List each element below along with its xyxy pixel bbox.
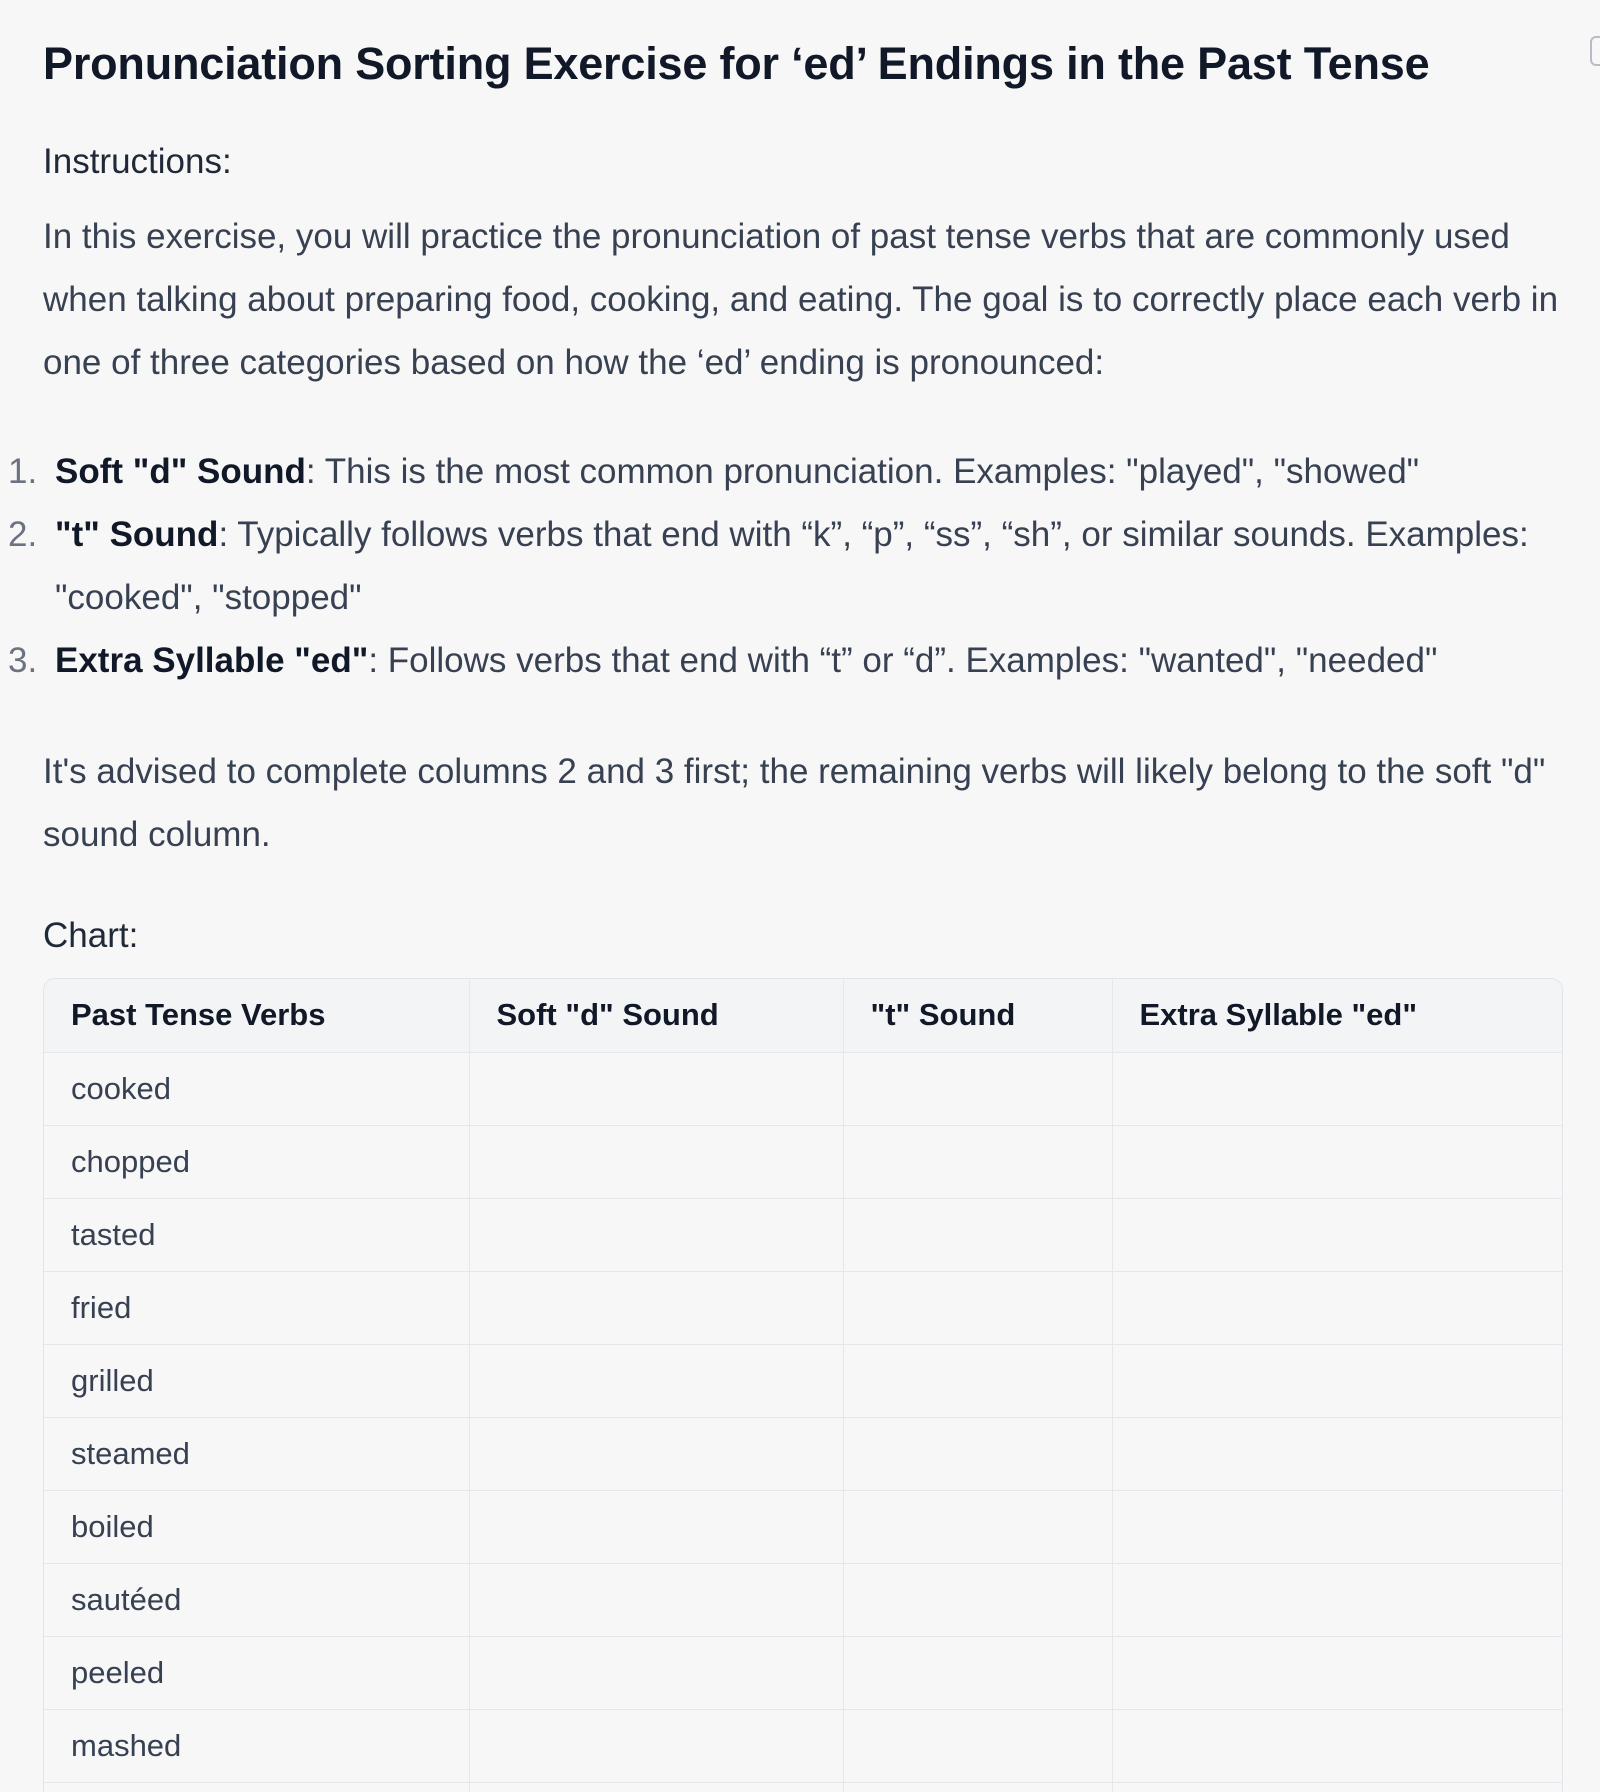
verb-cell: mashed xyxy=(44,1709,469,1782)
table-row xyxy=(44,1709,1563,1782)
category-description: : Follows verbs that end with “t” or “d”. Examples: "wanted", "needed" xyxy=(368,641,1438,680)
verb-cell: sautéed xyxy=(44,1563,469,1636)
category-number: 2. xyxy=(8,515,38,554)
soft-d-cell xyxy=(469,1417,843,1490)
extra-syllable-cell xyxy=(1112,1417,1563,1490)
soft-d-cell xyxy=(469,1125,843,1198)
t-sound-cell xyxy=(843,1125,1112,1198)
t-sound-cell xyxy=(843,1417,1112,1490)
verb-cell: grilled xyxy=(44,1344,469,1417)
extra-syllable-cell xyxy=(1112,1125,1563,1198)
soft-d-cell xyxy=(469,1198,843,1271)
category-number: 1. xyxy=(8,452,38,491)
t-sound-cell xyxy=(843,1052,1112,1125)
category-list xyxy=(0,440,1560,692)
empty-cell xyxy=(1112,1782,1563,1792)
table-row xyxy=(44,1344,1563,1417)
category-term: Soft "d" Sound xyxy=(55,452,306,491)
extra-syllable-cell xyxy=(1112,1709,1563,1782)
category-description: : Typically follows verbs that end with “k”, “p”, “ss”, “sh”, or similar sounds. Examples: "cooked", "stopped" xyxy=(55,515,1529,617)
category-number: 3. xyxy=(8,641,38,680)
copy-icon[interactable] xyxy=(1590,36,1600,66)
table-row xyxy=(44,1563,1563,1636)
category-term: Extra Syllable "ed" xyxy=(55,641,369,680)
soft-d-cell xyxy=(469,1271,843,1344)
soft-d-cell xyxy=(469,1490,843,1563)
table-row xyxy=(44,1052,1563,1125)
verb-cell: steamed xyxy=(44,1417,469,1490)
header-past-tense-verbs: Past Tense Verbs xyxy=(44,979,469,1052)
category-item-extra-syllable xyxy=(0,629,1560,692)
t-sound-cell xyxy=(843,1490,1112,1563)
table-row xyxy=(44,1636,1563,1709)
sorting-table-container xyxy=(43,978,1563,1792)
empty-cell xyxy=(843,1782,1112,1792)
verb-cell: tasted xyxy=(44,1198,469,1271)
table-row xyxy=(44,1198,1563,1271)
verb-cell: fried xyxy=(44,1271,469,1344)
extra-syllable-cell xyxy=(1112,1490,1563,1563)
instructions-label: Instructions: xyxy=(43,142,232,181)
soft-d-cell xyxy=(469,1344,843,1417)
soft-d-cell xyxy=(469,1563,843,1636)
advice-paragraph: It's advised to complete columns 2 and 3 first; the remaining verbs will likely belong to the soft "d" sound column. xyxy=(43,752,1546,854)
header-t-sound: "t" Sound xyxy=(843,979,1112,1052)
verb-cell: cooked xyxy=(44,1052,469,1125)
t-sound-cell xyxy=(843,1636,1112,1709)
table-row xyxy=(44,1417,1563,1490)
intro-paragraph: In this exercise, you will practice the pronunciation of past tense verbs that are commonly used when talking about preparing food, cooking, and eating. The goal is to correctly place each verb in one of three categories based on how the ‘ed’ ending is pronounced: xyxy=(43,217,1559,382)
extra-syllable-cell xyxy=(1112,1344,1563,1417)
soft-d-cell xyxy=(469,1709,843,1782)
table-row xyxy=(44,1125,1563,1198)
table-row xyxy=(44,1490,1563,1563)
table-header-row xyxy=(44,979,1563,1052)
t-sound-cell xyxy=(843,1271,1112,1344)
category-description: : This is the most common pronunciation. Examples: "played", "showed" xyxy=(305,452,1420,491)
page-title: Pronunciation Sorting Exercise for ‘ed’ Endings in the Past Tense xyxy=(43,38,1430,89)
extra-syllable-cell xyxy=(1112,1563,1563,1636)
extra-syllable-cell xyxy=(1112,1271,1563,1344)
soft-d-cell xyxy=(469,1052,843,1125)
t-sound-cell xyxy=(843,1198,1112,1271)
sorting-table xyxy=(44,979,1563,1792)
header-soft-d-sound: Soft "d" Sound xyxy=(469,979,843,1052)
t-sound-cell xyxy=(843,1344,1112,1417)
t-sound-cell xyxy=(843,1563,1112,1636)
t-sound-cell xyxy=(843,1709,1112,1782)
verb-cell: chopped xyxy=(44,1125,469,1198)
soft-d-cell xyxy=(469,1636,843,1709)
header-extra-syllable: Extra Syllable "ed" xyxy=(1112,979,1563,1052)
empty-cell xyxy=(44,1782,469,1792)
category-item-soft-d xyxy=(0,440,1560,503)
table-row xyxy=(44,1782,1563,1792)
chart-label: Chart: xyxy=(43,916,139,955)
extra-syllable-cell xyxy=(1112,1052,1563,1125)
verb-cell: peeled xyxy=(44,1636,469,1709)
table-row xyxy=(44,1271,1563,1344)
extra-syllable-cell xyxy=(1112,1198,1563,1271)
extra-syllable-cell xyxy=(1112,1636,1563,1709)
category-item-t-sound xyxy=(0,503,1560,629)
empty-cell xyxy=(469,1782,843,1792)
verb-cell: boiled xyxy=(44,1490,469,1563)
category-term: "t" Sound xyxy=(55,515,219,554)
